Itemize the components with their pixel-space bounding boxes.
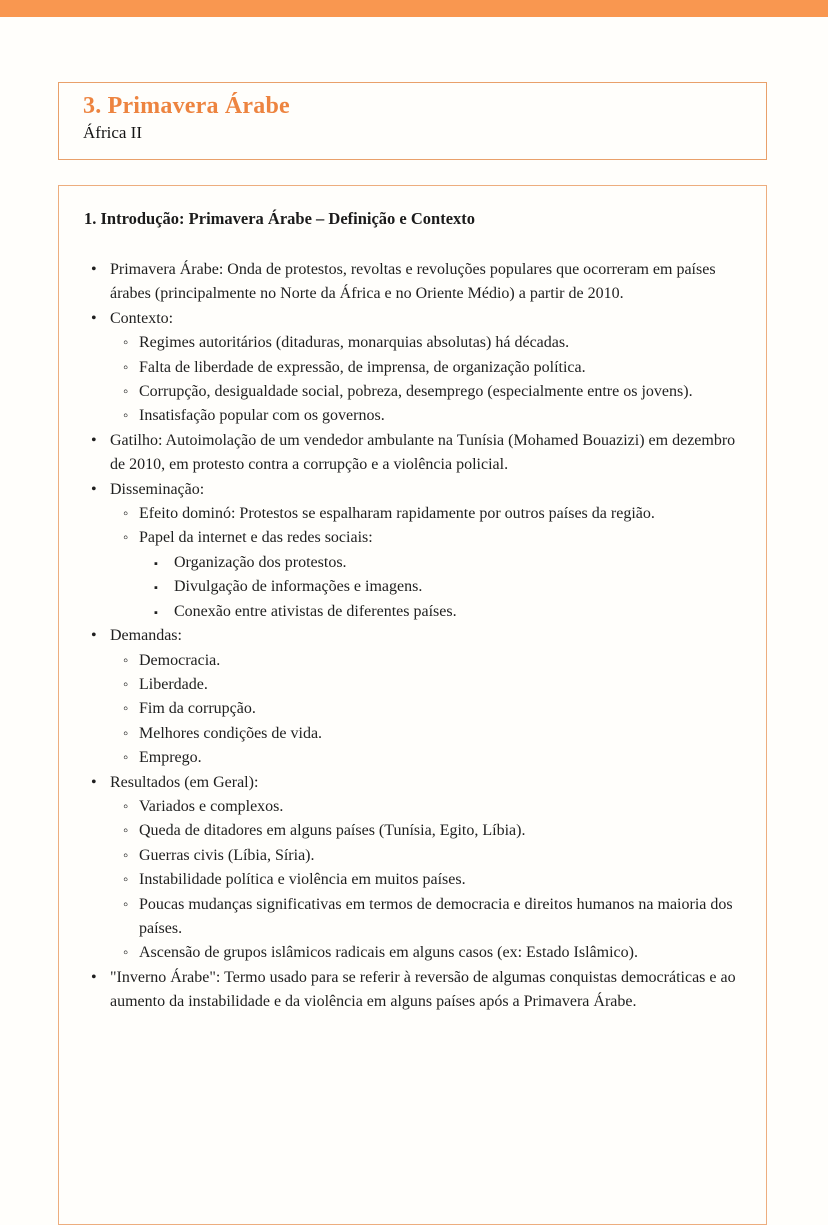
bullet-icon: ▪: [154, 606, 158, 619]
list-item: [84, 795, 740, 819]
list-item: [84, 868, 740, 892]
list-item: [84, 649, 740, 673]
list-item: [84, 258, 740, 307]
list-item-text: Falta de liberdade de expressão, de imprensa, de organização política.: [139, 358, 586, 376]
list-item: [84, 722, 740, 746]
bullet-icon: ▪: [154, 582, 158, 595]
bullet-icon: ◦: [123, 823, 129, 840]
bullet-icon: ◦: [123, 384, 129, 401]
list-item: [84, 551, 740, 575]
list-item-text: Contexto:: [110, 309, 174, 327]
bullet-icon: •: [91, 627, 97, 645]
bullet-list: [84, 258, 740, 1015]
bullet-icon: •: [91, 968, 97, 986]
list-item-text: Conexão entre ativistas de diferentes países.: [174, 602, 457, 620]
bullet-icon: •: [91, 480, 97, 498]
list-item: [84, 429, 740, 478]
bullet-icon: ◦: [123, 701, 129, 718]
top-accent-bar: [0, 0, 828, 17]
page-subtitle: África II: [83, 123, 142, 142]
list-item-text: Organização dos protestos.: [174, 553, 347, 571]
list-item-text: Melhores condições de vida.: [139, 724, 323, 742]
list-item: [84, 893, 740, 942]
page-title: 3. Primavera Árabe: [83, 93, 290, 119]
list-item-text: Insatisfação popular com os governos.: [139, 407, 385, 425]
list-item-text: Guerras civis (Líbia, Síria).: [139, 846, 315, 864]
list-item: [84, 526, 740, 550]
list-item-text: Democracia.: [139, 651, 221, 669]
list-item: [84, 307, 740, 331]
list-item: [84, 844, 740, 868]
list-item: [84, 600, 740, 624]
bullet-icon: ◦: [123, 335, 129, 352]
section-heading: 1. Introdução: Primavera Árabe – Definição e Contexto: [84, 209, 476, 228]
bullet-icon: ◦: [123, 847, 129, 864]
list-item-text: Efeito dominó: Protestos se espalharam rapidamente por outros países da região.: [139, 505, 655, 523]
bullet-icon: •: [91, 773, 97, 791]
list-item-text: Poucas mudanças significativas em termos de democracia e direitos humanos na maioria dos países.: [139, 895, 733, 937]
list-item-text: Divulgação de informações e imagens.: [174, 578, 423, 596]
list-item-text: Queda de ditadores em alguns países (Tunísia, Egito, Líbia).: [139, 822, 526, 840]
list-item-text: Regimes autoritários (ditaduras, monarquias absolutas) há décadas.: [139, 334, 570, 352]
list-item: [84, 356, 740, 380]
bullet-icon: •: [91, 309, 97, 327]
bullet-icon: ◦: [123, 408, 129, 425]
list-item-text: Papel da internet e das redes sociais:: [139, 529, 373, 547]
list-item-text: Variados e complexos.: [139, 797, 284, 815]
bullet-icon: ▪: [154, 557, 158, 570]
bullet-icon: •: [91, 431, 97, 449]
list-item-text: Ascensão de grupos islâmicos radicais em alguns casos (ex: Estado Islâmico).: [139, 944, 638, 962]
list-item: [84, 746, 740, 770]
bullet-icon: ◦: [123, 506, 129, 523]
bullet-icon: ◦: [123, 676, 129, 693]
bullet-icon: ◦: [123, 945, 129, 962]
bullet-icon: ◦: [123, 872, 129, 889]
list-item: [84, 380, 740, 404]
bullet-icon: ◦: [123, 750, 129, 767]
list-item: [84, 697, 740, 721]
bullet-icon: ◦: [123, 359, 129, 376]
bullet-icon: ◦: [123, 798, 129, 815]
bullet-icon: •: [91, 261, 97, 278]
list-item: [84, 404, 740, 428]
list-item: [84, 941, 740, 965]
content-box: [58, 185, 767, 1225]
bullet-icon: ◦: [123, 896, 129, 913]
list-item-text: "Inverno Árabe": Termo usado para se referir à reversão de algumas conquistas democráticas e ao aumento da instabilidade e da violência em alguns países após a Primavera Árabe.: [110, 968, 736, 1011]
list-item: [84, 502, 740, 526]
list-item-text: Gatilho: Autoimolação de um vendedor ambulante na Tunísia (Mohamed Bouazizi) em dezembro de 2010, em protesto contra a corrupção e a violência policial.: [110, 431, 736, 474]
list-item-text: Instabilidade política e violência em muitos países.: [139, 871, 466, 889]
list-item: [84, 575, 740, 599]
bullet-icon: ◦: [123, 530, 129, 547]
bullet-icon: ◦: [123, 652, 129, 669]
bullet-icon: ◦: [123, 725, 129, 742]
list-item: [84, 624, 740, 648]
list-item-text: Disseminação:: [110, 480, 205, 498]
list-item: [84, 819, 740, 843]
list-item-text: Fim da corrupção.: [139, 700, 256, 718]
list-item-text: Corrupção, desigualdade social, pobreza, desemprego (especialmente entre os jovens).: [139, 383, 693, 401]
list-item-text: Emprego.: [139, 749, 202, 767]
list-item: [84, 771, 740, 795]
header-box: [58, 82, 767, 160]
list-item-text: Demandas:: [110, 627, 182, 645]
list-item: [84, 673, 740, 697]
list-item-text: Resultados (em Geral):: [110, 773, 259, 791]
list-item: [84, 966, 740, 1015]
list-item-text: Primavera Árabe: Onda de protestos, revoltas e revoluções populares que ocorreram em países árabes (principalmente no Norte da África e no Oriente Médio) a partir de 2010.: [110, 261, 716, 303]
list-item-text: Liberdade.: [139, 675, 208, 693]
list-item: [84, 331, 740, 355]
list-item: [84, 478, 740, 502]
